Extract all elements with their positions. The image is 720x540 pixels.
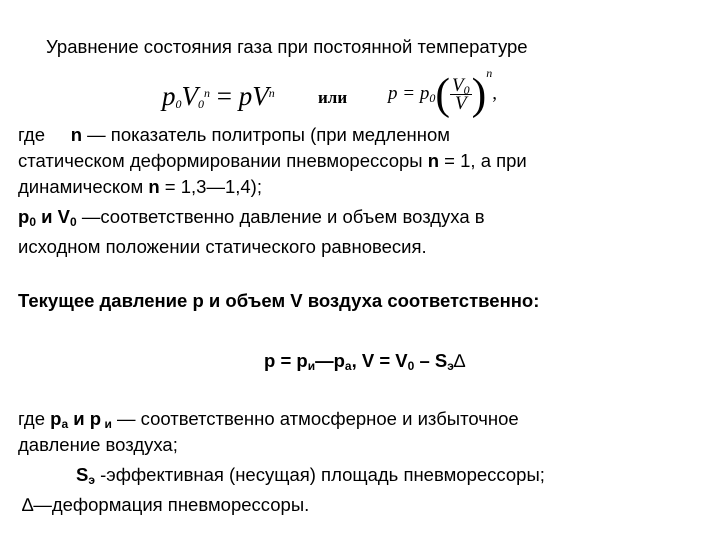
title-text: Уравнение состояния газа при постоянной температуре <box>46 36 528 57</box>
definition-line-8: $S_э$ -эффективная (несущая) площадь пневморессоры; <box>76 464 545 487</box>
definition-line-7: давление воздуха; <box>18 434 178 455</box>
definition-line-2: статическом деформировании пневморессоры n = 1, а при <box>18 150 527 171</box>
definition-line-6: где $р_а$ и р $_и$ — соответственно атмосферное и избыточное <box>18 408 519 431</box>
current-pressure-equation: $p = p_и—p_а$, $V = V_0 - S_э\Delta$ <box>264 350 466 373</box>
formula-polytropic: $p_0V_0^n = pV^n$ <box>162 81 275 111</box>
formula-pressure-ratio: $p = p_0$( $\frac{V_0}{V}$ )$^n$, <box>388 66 497 119</box>
section-heading: Текущее давление р и объем V воздуха соответственно: <box>18 290 540 311</box>
definition-line-9: ∆—деформация пневморессоры. <box>22 494 310 515</box>
definition-line-4: $p_0$ и $V_0$ —соответственно давление и объем воздуха в <box>18 206 485 229</box>
page-title <box>46 36 528 58</box>
definition-line-3: динамическом n = 1,3—1,4); <box>18 176 262 197</box>
definition-line-5: исходном положении статического равновесия. <box>18 236 427 257</box>
ili-word: или <box>318 88 348 107</box>
fraction-v0-v: $\frac{V_0}{V}$ <box>451 75 470 115</box>
definition-line-1: где n — показатель политропы (при медленном <box>18 124 450 145</box>
